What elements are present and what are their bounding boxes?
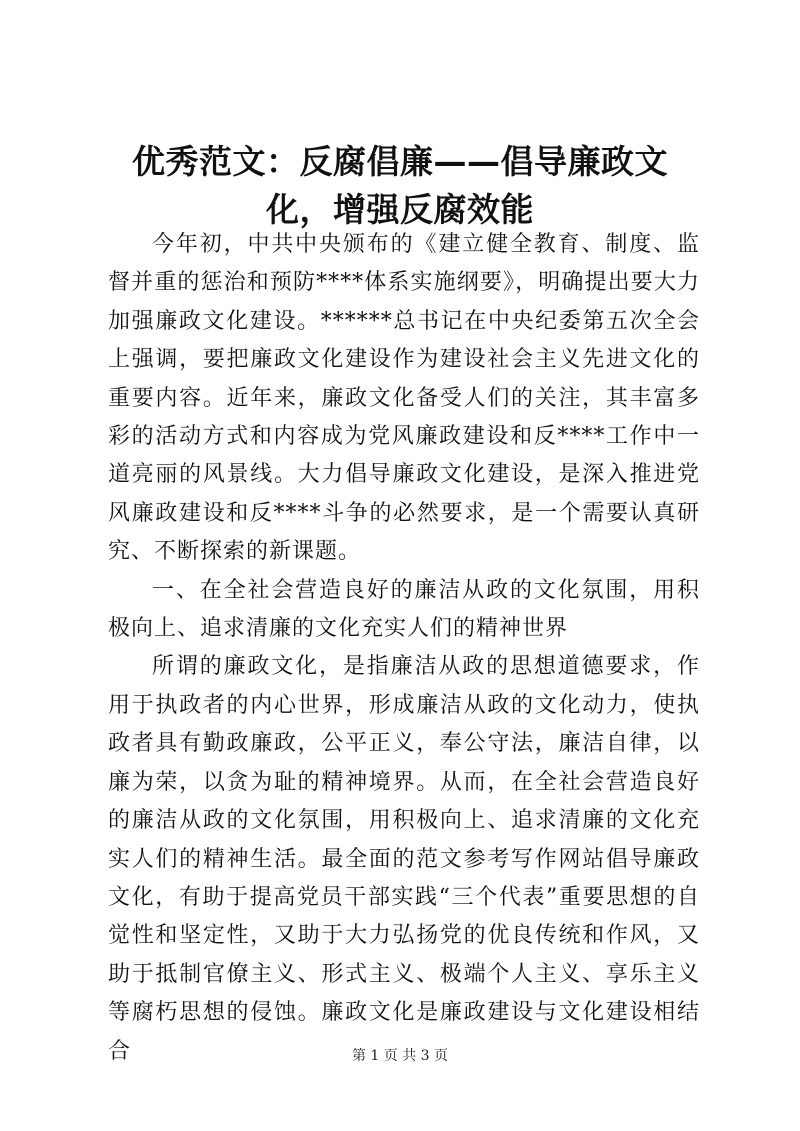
page-number-footer: 第 1 页 共 3 页: [351, 1048, 449, 1064]
paragraph-intro: 今年初，中共中央颁布的《建立健全教育、制度、监督并重的惩治和预防****体系实施纲要》，明确提出要大力加强廉政文化建设。******总书记在中央纪委第五次全会上强调，要把廉政文化建设作为建设社会主义先进文化的重要内容。近年来，廉政文化备受人们的关注，其丰富多彩的活动方式和内容成为党风廉政建设和反****工作中一道亮丽的风景线。大力倡导廉政文化建设，是深入推进党风廉政建设和反****斗争的必然要求，是一个需要认真研究、不断探索的新课题。: [108, 232, 700, 565]
document-body: [108, 226, 700, 1071]
document-title: 优秀范文：反腐倡廉——倡导廉政文化，增强反腐效能: [132, 142, 668, 229]
section-heading-1: 一、在全社会营造良好的廉洁从政的文化氛围，用积极向上、追求清廉的文化充实人们的精神世界: [108, 577, 700, 642]
paragraph-definition: 所谓的廉政文化，是指廉洁从政的思想道德要求，作用于执政者的内心世界，形成廉洁从政的文化动力，使执政者具有勤政廉政，公平正义，奉公守法，廉洁自律，以廉为荣，以贪为耻的精神境界。从而，在全社会营造良好的廉洁从政的文化氛围，用积极向上、追求清廉的文化充实人们的精神生活。最全面的范文参考写作网站倡导廉政文化，有助于提高党员干部实践“三个代表”重要思想的自觉性和坚定性，又助于大力弘扬党的优良传统和作风，又助于抵制官僚主义、形式主义、极端个人主义、享乐主义等腐朽思想的侵蚀。廉政文化是廉政建设与文化建设相结合: [108, 654, 700, 1064]
